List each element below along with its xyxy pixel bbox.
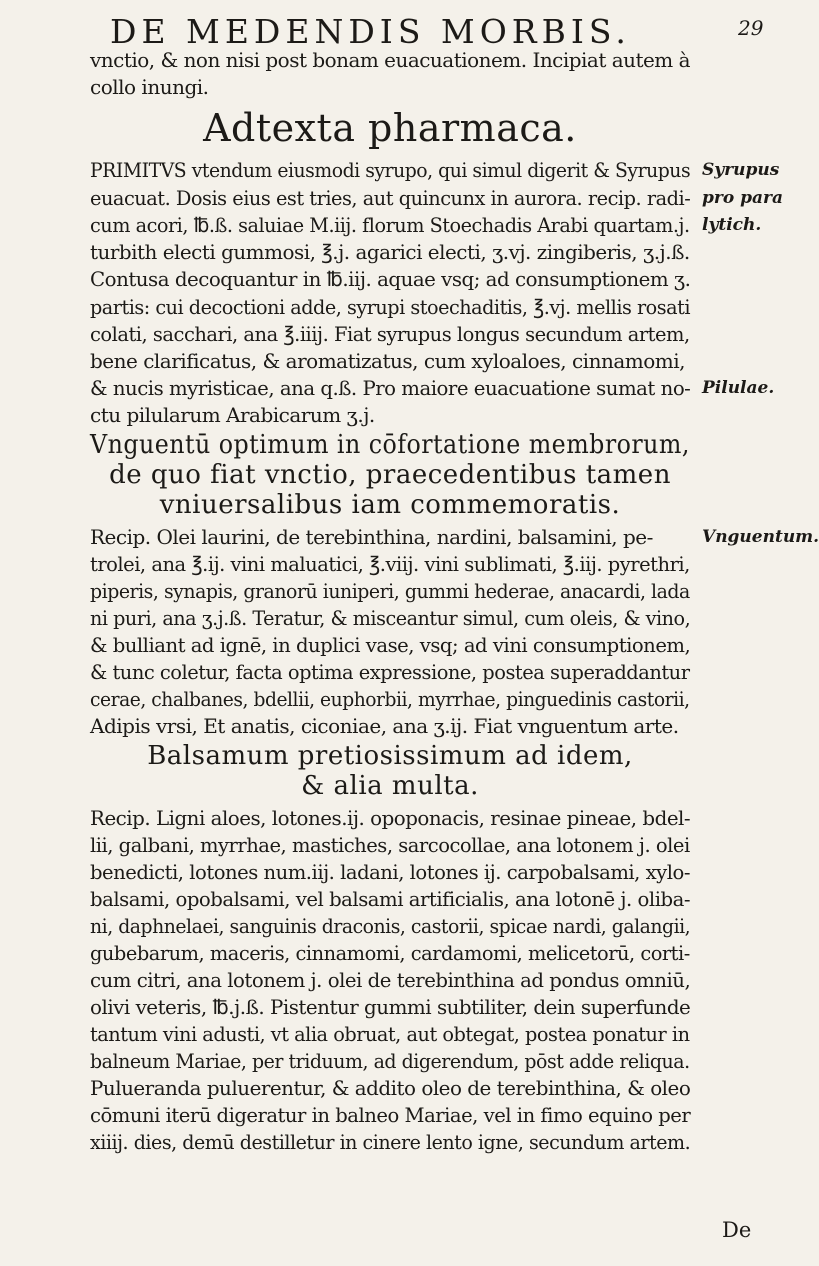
text-line: gubebarum, maceris, cinnamomi, cardamomi, melicetorū, corti- [90,941,690,965]
text-line: benedicti, lotones num.iij. ladani, lotones ij. carpobalsami, xylo- [90,860,690,884]
section-heading: Balsamum pretiosissimum ad idem, [147,741,633,771]
catchword: De [722,1218,752,1242]
page-number: 29 [738,16,764,40]
section-heading: Adtexta pharmaca. [203,106,577,150]
text-line: Adipis vrsi, Et anatis, ciconiae, ana ʒ.ij. Fiat vnguentum arte. [90,714,679,738]
margin-note: Vnguentum. [702,527,819,547]
section-heading: vniuersalibus iam commemoratis. [159,490,621,520]
text-line: trolei, ana ℥.ij. vini maluatici, ℥.viij. vini sublimati, ℥.iij. pyrethri, [90,552,690,576]
text-line: PRIMITVS vtendum eiusmodi syrupo, qui simul digerit & Syrupus [90,158,691,182]
text-line: Pulueranda puluerentur, & addito oleo de terebinthina, & oleo [90,1076,691,1100]
text-line: ni puri, ana ʒ.j.ß. Teratur, & misceantur simul, cum oleis, & vino, [90,606,691,630]
margin-note: lytich. [702,215,762,235]
text-line: euacuat. Dosis eius est tries, aut quincunx in aurora. recip. radi- [90,186,691,210]
text-line: & bulliant ad ignē, in duplici vase, vsq; ad vini consumptionem, [90,633,691,657]
text-line: lii, galbani, myrrhae, mastiches, sarcocollae, ana lotonem j. olei [90,833,690,857]
text-line: ni, daphnelaei, sanguinis draconis, castorii, spicae nardi, galangii, [90,914,691,938]
text-line: & tunc coletur, facta optima expressione, postea superaddantur [90,660,690,684]
section-heading: & alia multa. [301,771,479,801]
margin-note: Pilulae. [702,378,775,398]
margin-note: pro para [702,188,783,208]
text-line: tantum vini adusti, vt alia obruat, aut obtegat, postea ponatur in [90,1022,690,1046]
text-line: partis: cui decoctioni adde, syrupi stoechaditis, ℥.vj. mellis rosati [90,295,691,319]
section-heading: de quo fiat vnctio, praecedentibus tamen [109,460,671,490]
text-line: Contusa decoquantur in ℔.iij. aquae vsq; ad consumptionem ʒ. [90,267,691,291]
text-line: collo inungi. [90,75,209,99]
text-line: ctu pilularum Arabicarum ʒ.j. [90,403,375,427]
text-line: bene clarificatus, & aromatizatus, cum xyloaloes, cinnamomi, [90,349,685,373]
section-heading: Vnguentū optimum in cōfortatione membrorum, [90,430,690,460]
text-line: colati, sacchari, ana ℥.iiij. Fiat syrupus longus secundum artem, [90,322,690,346]
text-line: cōmuni iterū digeratur in balneo Mariae, vel in fimo equino per [90,1103,691,1127]
text-line: & nucis myristicae, ana q.ß. Pro maiore euacuatione sumat no- [90,376,691,400]
text-line: cum acori, ℔.ß. saluiae M.iij. florum Stoechadis Arabi quartam.j. [90,213,690,237]
text-line: Recip. Ligni aloes, lotones.ij. opoponacis, resinae pineae, bdel- [90,806,691,830]
text-line: balsami, opobalsami, vel balsami artificialis, ana lotonē j. oliba- [90,887,690,911]
text-line: cerae, chalbanes, bdellii, euphorbii, myrrhae, pinguedinis castorii, [90,687,690,711]
text-line: Recip. Olei laurini, de terebinthina, nardini, balsamini, pe- [90,525,653,549]
text-line: xiiij. dies, demū destilletur in cinere lento igne, secundum artem. [90,1130,691,1154]
running-head: DE MEDENDIS MORBIS. [110,12,631,51]
text-line: cum citri, ana lotonem j. olei de terebinthina ad pondus omniū, [90,968,691,992]
margin-note: Syrupus [702,160,780,180]
text-line: turbith electi gummosi, ℥.j. agarici electi, ʒ.vj. zingiberis, ʒ.j.ß. [90,240,690,264]
text-line: olivi veteris, ℔.j.ß. Pistentur gummi subtiliter, dein superfunde [90,995,691,1019]
text-line: piperis, synapis, granorū iuniperi, gummi hederae, anacardi, lada [90,579,690,603]
text-line: balneum Mariae, per triduum, ad digerendum, pōst adde reliqua. [90,1049,690,1073]
text-line: vnctio, & non nisi post bonam euacuationem. Incipiat autem à [90,48,690,72]
